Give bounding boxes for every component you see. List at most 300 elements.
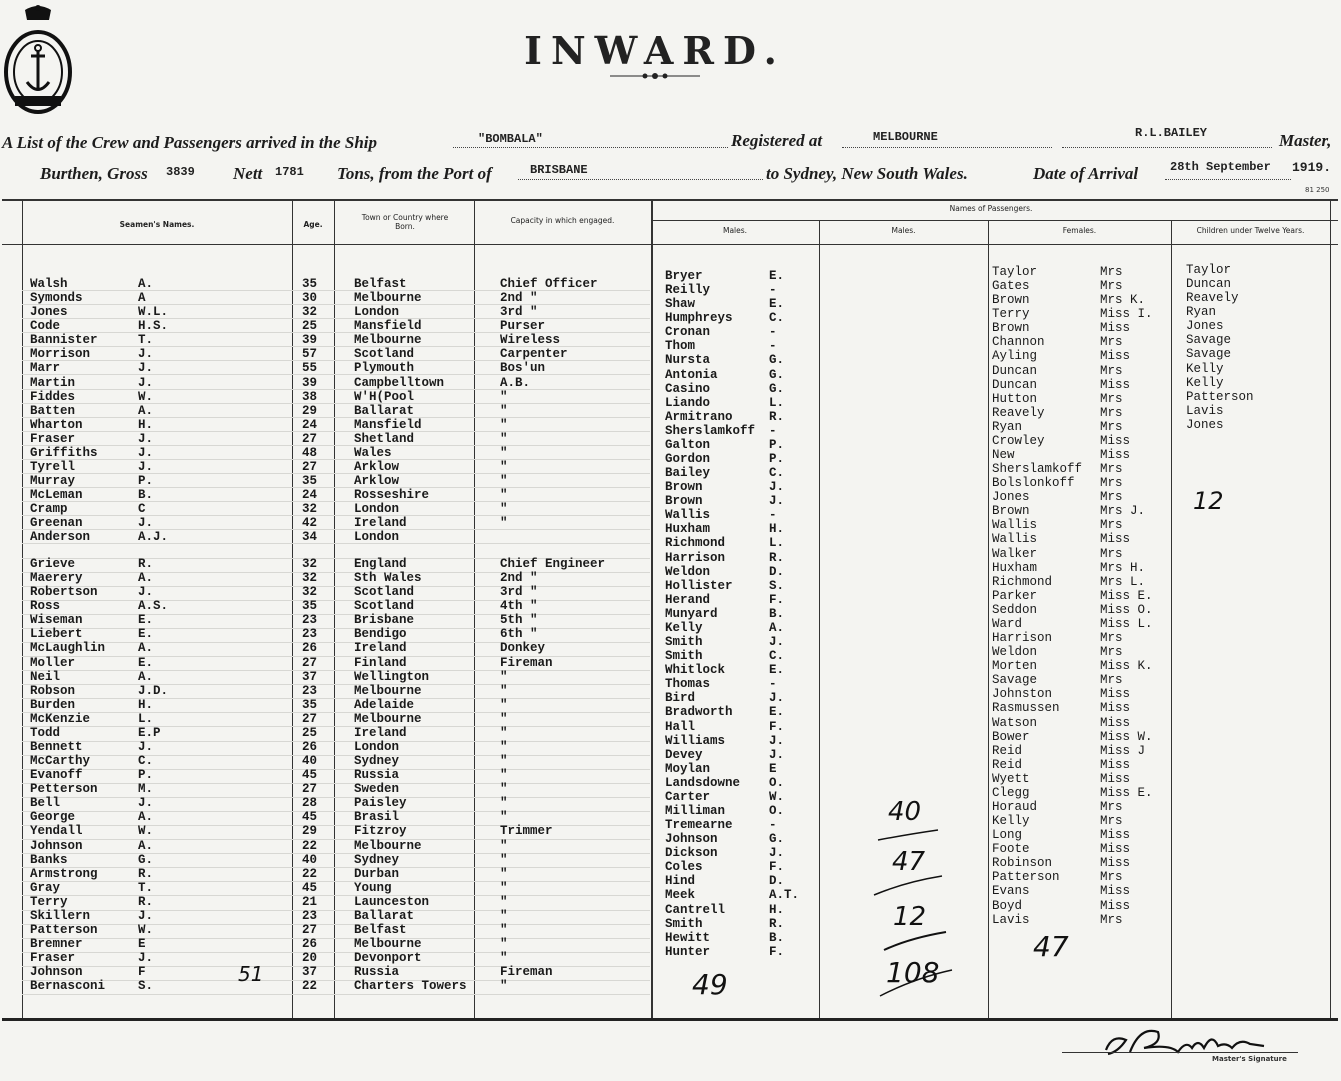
crew-surname: Evanoff bbox=[30, 768, 83, 783]
passenger-surname: Savage bbox=[992, 673, 1038, 688]
crew-birthplace: Sth Wales bbox=[354, 571, 422, 586]
child-surname: Lavis bbox=[1186, 403, 1224, 418]
engine-crew-row bbox=[30, 979, 650, 993]
crew-initials: B. bbox=[138, 488, 154, 503]
deck-crew-row bbox=[30, 347, 650, 361]
male-passenger-row bbox=[665, 551, 815, 565]
crew-surname: Fraser bbox=[30, 951, 76, 966]
female-passenger-row bbox=[992, 744, 1170, 758]
passenger-surname: Crowley bbox=[992, 433, 1045, 448]
crew-age: 55 bbox=[302, 361, 318, 376]
crew-birthplace: Paisley bbox=[354, 796, 407, 811]
crew-surname: Petterson bbox=[30, 782, 98, 797]
col-seamen-names: Seamen's Names. bbox=[119, 220, 195, 229]
crew-birthplace: Brasil bbox=[354, 810, 400, 825]
crew-initials: W. bbox=[138, 824, 154, 839]
passenger-title: Miss bbox=[1100, 687, 1131, 702]
children-list bbox=[1186, 263, 1326, 432]
crew-age: 23 bbox=[302, 908, 318, 923]
crew-birthplace: Melbourne bbox=[354, 711, 422, 726]
male-passenger-row bbox=[665, 776, 815, 790]
passenger-surname: Johnson bbox=[665, 832, 718, 847]
passenger-surname: Evans bbox=[992, 884, 1030, 899]
engine-crew-row bbox=[30, 909, 650, 923]
male-passenger-row bbox=[665, 368, 815, 382]
crew-capacity: " bbox=[500, 852, 508, 867]
crew-age: 45 bbox=[302, 880, 318, 895]
crew-age: 37 bbox=[302, 669, 318, 684]
crew-birthplace: Scotland bbox=[354, 599, 415, 614]
passenger-title: Mrs bbox=[1100, 476, 1123, 491]
crew-age: 35 bbox=[302, 697, 318, 712]
passenger-surname: Richmond bbox=[992, 574, 1053, 589]
passenger-surname: Smith bbox=[665, 649, 703, 664]
crew-capacity: " bbox=[500, 796, 508, 811]
crew-age: 27 bbox=[302, 923, 318, 938]
passenger-surname: Weldon bbox=[992, 645, 1038, 660]
passenger-title: Miss bbox=[1100, 321, 1131, 336]
female-passenger-row bbox=[992, 561, 1170, 575]
crew-birthplace: Ireland bbox=[354, 641, 407, 656]
male-passenger-row bbox=[665, 269, 815, 283]
female-passenger-row bbox=[992, 772, 1170, 786]
crew-surname: Tyrell bbox=[30, 460, 76, 475]
crew-capacity: Wireless bbox=[500, 333, 561, 348]
passenger-title: Miss bbox=[1100, 828, 1131, 843]
crew-birthplace: Sweden bbox=[354, 782, 400, 797]
passenger-initial: H. bbox=[769, 522, 785, 537]
crew-initials: E. bbox=[138, 655, 154, 670]
male-total-handwritten: 49 bbox=[692, 968, 728, 1001]
crew-initials: A. bbox=[138, 403, 154, 418]
col-males-2: Males. bbox=[891, 226, 916, 235]
female-passenger-row bbox=[992, 575, 1170, 589]
female-passenger-row bbox=[992, 321, 1170, 335]
crew-initials: A. bbox=[138, 277, 154, 291]
engine-crew-row bbox=[30, 881, 650, 895]
passenger-surname: Gates bbox=[992, 279, 1030, 294]
female-passenger-row bbox=[992, 518, 1170, 532]
female-passenger-row bbox=[992, 856, 1170, 870]
passenger-surname: Munyard bbox=[665, 606, 718, 621]
crew-age: 24 bbox=[302, 417, 318, 432]
passenger-title: Miss O. bbox=[1100, 602, 1153, 617]
passenger-title: Mrs bbox=[1100, 265, 1123, 279]
crew-initials: T. bbox=[138, 333, 154, 348]
crew-initials: E. bbox=[138, 613, 154, 628]
passenger-initial: - bbox=[769, 423, 777, 438]
male-passenger-row bbox=[665, 846, 815, 860]
passenger-surname: Bird bbox=[665, 691, 696, 706]
male-passenger-row bbox=[665, 818, 815, 832]
crew-initials: A. bbox=[138, 571, 154, 586]
crew-capacity: Chief Officer bbox=[500, 277, 598, 291]
passenger-title: Mrs bbox=[1100, 631, 1123, 646]
crew-surname: Liebert bbox=[30, 627, 83, 642]
crew-birthplace: Melbourne bbox=[354, 937, 422, 952]
crew-capacity: " bbox=[500, 768, 508, 783]
col-line-children bbox=[1171, 221, 1172, 1018]
passenger-title: Miss W. bbox=[1100, 729, 1153, 744]
nett-label: Nett bbox=[233, 164, 263, 183]
crew-birthplace: England bbox=[354, 557, 407, 571]
female-passenger-row bbox=[992, 701, 1170, 715]
crew-age: 27 bbox=[302, 460, 318, 475]
crew-initials: A. bbox=[138, 810, 154, 825]
engine-crew-row bbox=[30, 965, 650, 979]
crew-birthplace: Wellington bbox=[354, 669, 430, 684]
crew-age: 32 bbox=[302, 585, 318, 600]
child-surname: Duncan bbox=[1186, 277, 1232, 292]
child-row bbox=[1186, 418, 1326, 432]
passenger-surname: Armitrano bbox=[665, 409, 733, 424]
nett-tons: 1781 bbox=[275, 165, 304, 179]
passenger-title: Miss L. bbox=[1100, 616, 1153, 631]
passenger-initial: E bbox=[769, 761, 777, 776]
crew-initials: E bbox=[138, 937, 146, 952]
passenger-initial: - bbox=[769, 818, 777, 833]
passenger-initial: R. bbox=[769, 409, 785, 424]
crew-age: 39 bbox=[302, 333, 318, 348]
female-passenger-row bbox=[992, 490, 1170, 504]
crew-age: 20 bbox=[302, 951, 318, 966]
passenger-surname: Galton bbox=[665, 437, 711, 452]
col-line-passengers bbox=[651, 201, 653, 1018]
passenger-surname: Richmond bbox=[665, 536, 726, 551]
engine-crew-row bbox=[30, 839, 650, 853]
registered-seal-emblem bbox=[3, 2, 73, 114]
passenger-title: Mrs bbox=[1100, 673, 1123, 688]
passenger-initial: J. bbox=[769, 494, 785, 509]
passenger-initial: - bbox=[769, 325, 777, 340]
crew-capacity: " bbox=[500, 782, 508, 797]
crew-age: 27 bbox=[302, 431, 318, 446]
crew-birthplace: London bbox=[354, 740, 400, 755]
female-total-handwritten: 47 bbox=[1033, 930, 1069, 963]
passenger-initial: J. bbox=[769, 747, 785, 762]
crew-age: 24 bbox=[302, 488, 318, 503]
passenger-initial: G. bbox=[769, 832, 785, 847]
crew-birthplace: Russia bbox=[354, 965, 400, 980]
child-row bbox=[1186, 277, 1326, 291]
deck-crew-row bbox=[30, 530, 650, 544]
male-passenger-row bbox=[665, 691, 815, 705]
passenger-title: Miss bbox=[1100, 532, 1131, 547]
crew-initials: J. bbox=[138, 796, 154, 811]
passenger-surname: Rasmussen bbox=[992, 701, 1060, 716]
male-passenger-row bbox=[665, 888, 815, 902]
deck-crew-row bbox=[30, 418, 650, 432]
passenger-surname: Ward bbox=[992, 616, 1023, 631]
crew-age: 48 bbox=[302, 445, 318, 460]
passenger-surname: Bailey bbox=[665, 466, 711, 481]
child-surname: Savage bbox=[1186, 347, 1232, 362]
passenger-surname: Bryer bbox=[665, 269, 703, 283]
passenger-initial: L. bbox=[769, 395, 785, 410]
female-passenger-row bbox=[992, 504, 1170, 518]
crew-surname: Bannister bbox=[30, 333, 98, 348]
female-passenger-row bbox=[992, 899, 1170, 913]
passenger-surname: Gordon bbox=[665, 452, 711, 467]
engine-crew-row bbox=[30, 641, 650, 655]
passenger-surname: Thom bbox=[665, 339, 696, 354]
col-born: Town or Country where Born. bbox=[361, 213, 449, 231]
passenger-surname: Reavely bbox=[992, 405, 1045, 420]
passenger-title: Mrs J. bbox=[1100, 504, 1146, 519]
col-passengers: Names of Passengers. bbox=[949, 204, 1033, 213]
crew-initials: J. bbox=[138, 431, 154, 446]
passenger-surname: Horaud bbox=[992, 799, 1038, 814]
engine-crew-row bbox=[30, 571, 650, 585]
male-passenger-row bbox=[665, 466, 815, 480]
passenger-initial: O. bbox=[769, 775, 785, 790]
female-passenger-row bbox=[992, 828, 1170, 842]
crew-initials: R. bbox=[138, 894, 154, 909]
crew-birthplace: Ballarat bbox=[354, 403, 415, 418]
crew-capacity: " bbox=[500, 389, 508, 404]
crew-capacity: 2nd " bbox=[500, 571, 538, 586]
passenger-title: Miss I. bbox=[1100, 307, 1153, 322]
registered-port: MELBOURNE bbox=[873, 130, 938, 144]
female-passenger-row bbox=[992, 645, 1170, 659]
passenger-surname: Liando bbox=[665, 395, 711, 410]
crew-initials: A bbox=[138, 291, 146, 306]
passenger-initial: D. bbox=[769, 564, 785, 579]
male-passenger-row bbox=[665, 325, 815, 339]
passenger-initial: C. bbox=[769, 311, 785, 326]
engine-crew-row bbox=[30, 684, 650, 698]
crew-birthplace: Finland bbox=[354, 655, 407, 670]
ship-underline bbox=[453, 147, 728, 148]
passenger-title: Miss J bbox=[1100, 743, 1146, 758]
crew-capacity: " bbox=[500, 754, 508, 769]
passenger-initial: A.T. bbox=[769, 888, 800, 903]
tally-strokes bbox=[860, 820, 960, 1000]
master-name: R.L.BAILEY bbox=[1135, 126, 1208, 140]
male-passenger-row bbox=[665, 593, 815, 607]
from-port: BRISBANE bbox=[530, 163, 588, 177]
passenger-surname: Ryan bbox=[992, 419, 1023, 434]
passenger-surname: Humphreys bbox=[665, 311, 733, 326]
passenger-initial: G. bbox=[769, 353, 785, 368]
crew-initials: J. bbox=[138, 445, 154, 460]
crew-initials: A.S. bbox=[138, 599, 169, 614]
crew-age: 40 bbox=[302, 852, 318, 867]
crew-initials: W.L. bbox=[138, 305, 169, 320]
male-passenger-row bbox=[665, 452, 815, 466]
crew-capacity: 5th " bbox=[500, 613, 538, 628]
engine-crew-row bbox=[30, 754, 650, 768]
engine-crew-row bbox=[30, 824, 650, 838]
male-passenger-row bbox=[665, 663, 815, 677]
crew-surname: Jones bbox=[30, 305, 68, 320]
male-passenger-row bbox=[665, 677, 815, 691]
crew-initials: J. bbox=[138, 460, 154, 475]
crew-birthplace: Fitzroy bbox=[354, 824, 407, 839]
deck-crew-row bbox=[30, 361, 650, 375]
passenger-surname: Harrison bbox=[665, 550, 726, 565]
crew-initials: T. bbox=[138, 880, 154, 895]
passenger-surname: Cronan bbox=[665, 325, 711, 340]
crew-capacity: Donkey bbox=[500, 641, 546, 656]
male-passenger-row bbox=[665, 874, 815, 888]
crew-birthplace: Charters Towers bbox=[354, 979, 467, 994]
passenger-initial: R. bbox=[769, 550, 785, 565]
crew-surname: Moller bbox=[30, 655, 76, 670]
crew-initials: W. bbox=[138, 923, 154, 938]
crew-age: 25 bbox=[302, 319, 318, 334]
passenger-surname: Taylor bbox=[992, 265, 1038, 279]
passenger-surname: Devey bbox=[665, 747, 703, 762]
passenger-surname: Brown bbox=[665, 494, 703, 509]
passenger-initial: - bbox=[769, 339, 777, 354]
passenger-title: Mrs bbox=[1100, 419, 1123, 434]
passenger-surname: Wallis bbox=[992, 518, 1038, 533]
crew-initials: H. bbox=[138, 697, 154, 712]
passenger-title: Mrs bbox=[1100, 462, 1123, 477]
col-age: Age. bbox=[303, 220, 323, 229]
table-top-rule bbox=[2, 199, 1338, 201]
engine-crew-row bbox=[30, 895, 650, 909]
male-passenger-row bbox=[665, 565, 815, 579]
passenger-initial: G. bbox=[769, 367, 785, 382]
child-row bbox=[1186, 333, 1326, 347]
passenger-title: Miss bbox=[1100, 433, 1131, 448]
passenger-surname: Wyett bbox=[992, 771, 1030, 786]
passenger-initial: F. bbox=[769, 592, 785, 607]
passenger-title: Mrs bbox=[1100, 912, 1123, 927]
master-label: Master, bbox=[1279, 131, 1332, 150]
arrival-date: 28th September bbox=[1170, 160, 1271, 174]
passenger-surname: Terry bbox=[992, 307, 1030, 322]
male-passenger-row bbox=[665, 748, 815, 762]
child-surname: Jones bbox=[1186, 417, 1224, 432]
passenger-initial: E. bbox=[769, 269, 785, 283]
female-passenger-row bbox=[992, 420, 1170, 434]
male-passenger-row bbox=[665, 607, 815, 621]
engine-crew-row bbox=[30, 726, 650, 740]
female-passenger-row bbox=[992, 659, 1170, 673]
crew-capacity: 6th " bbox=[500, 627, 538, 642]
male-passenger-row bbox=[665, 424, 815, 438]
crew-surname: McKenzie bbox=[30, 711, 91, 726]
child-row bbox=[1186, 376, 1326, 390]
crew-birthplace: Bendigo bbox=[354, 627, 407, 642]
crew-initials: A. bbox=[138, 669, 154, 684]
passenger-surname: Bower bbox=[992, 729, 1030, 744]
crew-capacity: " bbox=[500, 474, 508, 489]
crew-initials: A. bbox=[138, 641, 154, 656]
crew-surname: Morrison bbox=[30, 347, 91, 362]
engine-crew-row bbox=[30, 796, 650, 810]
passenger-surname: Lavis bbox=[992, 912, 1030, 927]
sum-children-handwritten: 12 bbox=[893, 902, 927, 932]
crew-age: 26 bbox=[302, 740, 318, 755]
crew-initials: C bbox=[138, 502, 146, 517]
passenger-surname: Kelly bbox=[665, 620, 703, 635]
crew-age: 40 bbox=[302, 754, 318, 769]
passenger-surname: Boyd bbox=[992, 898, 1023, 913]
crew-age: 22 bbox=[302, 979, 318, 994]
crew-surname: Batten bbox=[30, 403, 76, 418]
passenger-title: Mrs K. bbox=[1100, 293, 1146, 308]
engine-crew-row bbox=[30, 670, 650, 684]
crew-age: 26 bbox=[302, 937, 318, 952]
crew-capacity: Carpenter bbox=[500, 347, 568, 362]
crew-surname: Fraser bbox=[30, 431, 76, 446]
female-passenger-row bbox=[992, 476, 1170, 490]
crew-initials: J. bbox=[138, 740, 154, 755]
passenger-initial: J. bbox=[769, 480, 785, 495]
deck-crew-row bbox=[30, 516, 650, 530]
passenger-title: Miss bbox=[1100, 377, 1131, 392]
crew-age: 25 bbox=[302, 725, 318, 740]
crew-capacity: " bbox=[500, 683, 508, 698]
crew-age: 23 bbox=[302, 613, 318, 628]
engine-crew-row bbox=[30, 951, 650, 965]
passenger-initial: C. bbox=[769, 649, 785, 664]
engine-crew-row bbox=[30, 853, 650, 867]
arrival-underline bbox=[1165, 179, 1291, 180]
passenger-surname: Coles bbox=[665, 860, 703, 875]
female-passenger-row bbox=[992, 349, 1170, 363]
deck-crew-row bbox=[30, 404, 650, 418]
engine-crew-row bbox=[30, 740, 650, 754]
passenger-initial: D. bbox=[769, 874, 785, 889]
crew-birthplace: Devonport bbox=[354, 951, 422, 966]
engine-crew-row bbox=[30, 867, 650, 881]
passenger-initial: E. bbox=[769, 705, 785, 720]
registered-underline bbox=[842, 147, 1052, 148]
passenger-title: Mrs bbox=[1100, 870, 1123, 885]
crew-capacity: " bbox=[500, 460, 508, 475]
passenger-surname: Jones bbox=[992, 490, 1030, 505]
crew-surname: Symonds bbox=[30, 291, 83, 306]
female-passenger-row bbox=[992, 786, 1170, 800]
passenger-initial: E. bbox=[769, 663, 785, 678]
crew-birthplace: Mansfield bbox=[354, 417, 422, 432]
crew-birthplace: Ballarat bbox=[354, 908, 415, 923]
female-passenger-row bbox=[992, 364, 1170, 378]
passenger-surname: Hutton bbox=[992, 391, 1038, 406]
crew-surname: Banks bbox=[30, 852, 68, 867]
male-passenger-row bbox=[665, 860, 815, 874]
female-passenger-row bbox=[992, 687, 1170, 701]
passenger-header-rule bbox=[652, 220, 1338, 221]
male-passenger-row bbox=[665, 438, 815, 452]
male-passenger-row bbox=[665, 382, 815, 396]
crew-birthplace: Melbourne bbox=[354, 291, 422, 306]
crew-age: 35 bbox=[302, 599, 318, 614]
male-passenger-row bbox=[665, 917, 815, 931]
crew-capacity: " bbox=[500, 894, 508, 909]
crew-age: 29 bbox=[302, 824, 318, 839]
crew-age: 29 bbox=[302, 403, 318, 418]
master-underline bbox=[1062, 147, 1272, 148]
crew-initials: W. bbox=[138, 389, 154, 404]
crew-birthplace: Sydney bbox=[354, 852, 400, 867]
passenger-initial: B. bbox=[769, 930, 785, 945]
deck-crew-row bbox=[30, 446, 650, 460]
passenger-initial: J. bbox=[769, 635, 785, 650]
passenger-title: Miss bbox=[1100, 715, 1131, 730]
crew-birthplace: Arklow bbox=[354, 474, 400, 489]
female-passenger-row bbox=[992, 814, 1170, 828]
female-passenger-row bbox=[992, 406, 1170, 420]
passenger-surname: Weldon bbox=[665, 564, 711, 579]
crew-capacity: " bbox=[500, 866, 508, 881]
signature-label: Master's Signature bbox=[1212, 1055, 1287, 1063]
